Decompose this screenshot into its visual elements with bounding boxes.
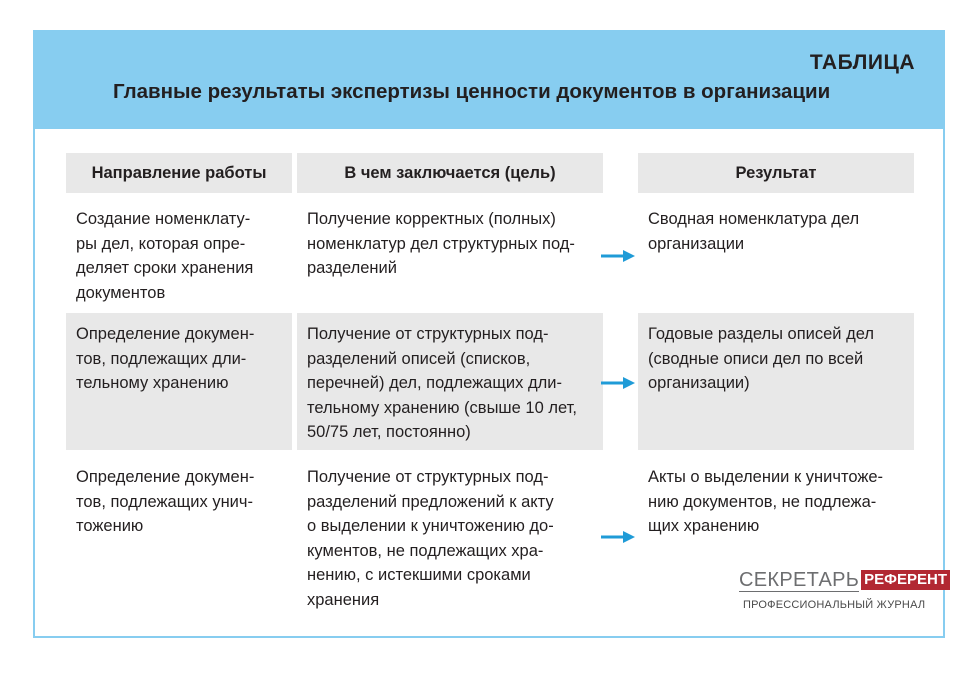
text-line: кументов, не подлежащих хра- (307, 541, 544, 560)
text-line: Получение от структурных под- (307, 325, 549, 343)
column-header-direction: Направление работы (66, 153, 292, 193)
text-line: разделений описей (списков, (307, 349, 531, 368)
publisher-logo (739, 568, 947, 619)
row-3-result (638, 456, 914, 556)
logo-name-part1: СЕКРЕТАРЬ (739, 568, 860, 591)
text-line: Годовые разделы описей дел (648, 325, 874, 343)
text-line: нению, с истекшими сроками (307, 566, 531, 584)
table-frame (33, 30, 945, 638)
text-line: тов, подлежащих унич- (76, 492, 253, 511)
text-line: организации) (648, 374, 750, 392)
table-label: ТАБЛИЦА (809, 51, 915, 74)
logo-subtitle: ПРОФЕССИОНАЛЬНЫЙ ЖУРНАЛ (743, 599, 926, 611)
text-line: Акты о выделении к уничтоже- (648, 468, 884, 486)
row-1-result (638, 198, 914, 304)
arrow-right-icon (601, 531, 635, 543)
text-line: ры дел, которая опре- (76, 234, 246, 253)
text-line: тельному хранению (свыше 10 лет, (307, 398, 577, 417)
text-line: Создание номенклату- (76, 210, 251, 228)
text-line: документов (76, 283, 166, 302)
text-line: Получение корректных (полных) (307, 210, 556, 228)
text-line: номенклатур дел структурных под- (307, 234, 575, 253)
row-1-goal (297, 198, 603, 304)
text-line: (сводные описи дел по всей (648, 349, 864, 368)
text-line: хранения (307, 590, 380, 609)
logo-name-part2: РЕФЕРЕНТ (861, 570, 950, 590)
arrow-right-icon (601, 377, 635, 389)
text-line: Определение докумен- (76, 468, 255, 486)
table-header-band (35, 32, 943, 129)
text-line: щих хранению (648, 517, 760, 535)
text-line: тов, подлежащих дли- (76, 349, 247, 368)
text-line: разделений (307, 259, 397, 277)
text-line: о выделении к уничтожению до- (307, 517, 554, 535)
text-line: перечней) дел, подлежащих дли- (307, 374, 562, 392)
text-line: организации (648, 234, 745, 253)
text-line: тожению (76, 517, 144, 535)
text-line: деляет сроки хранения (76, 259, 254, 277)
row-3-goal (297, 456, 603, 616)
row-1-direction (66, 198, 292, 304)
row-3-direction (66, 456, 292, 616)
row-2-direction (66, 313, 292, 450)
row-2-result (638, 313, 914, 450)
text-line: Получение от структурных под- (307, 468, 549, 486)
column-header-result: Результат (638, 153, 914, 193)
text-line: Сводная номенклатура дел (648, 210, 860, 228)
text-line: 50/75 лет, постоянно) (307, 423, 471, 441)
text-line: нию документов, не подлежа- (648, 492, 877, 511)
table-title: Главные результаты экспертизы ценности документов в организации (113, 80, 831, 103)
text-line: Определение докумен- (76, 325, 255, 343)
text-line: разделений предложений к акту (307, 492, 554, 511)
row-2-goal (297, 313, 603, 450)
column-header-goal: В чем заключается (цель) (297, 153, 603, 193)
text-line: тельному хранению (76, 374, 229, 392)
arrow-right-icon (601, 250, 635, 262)
